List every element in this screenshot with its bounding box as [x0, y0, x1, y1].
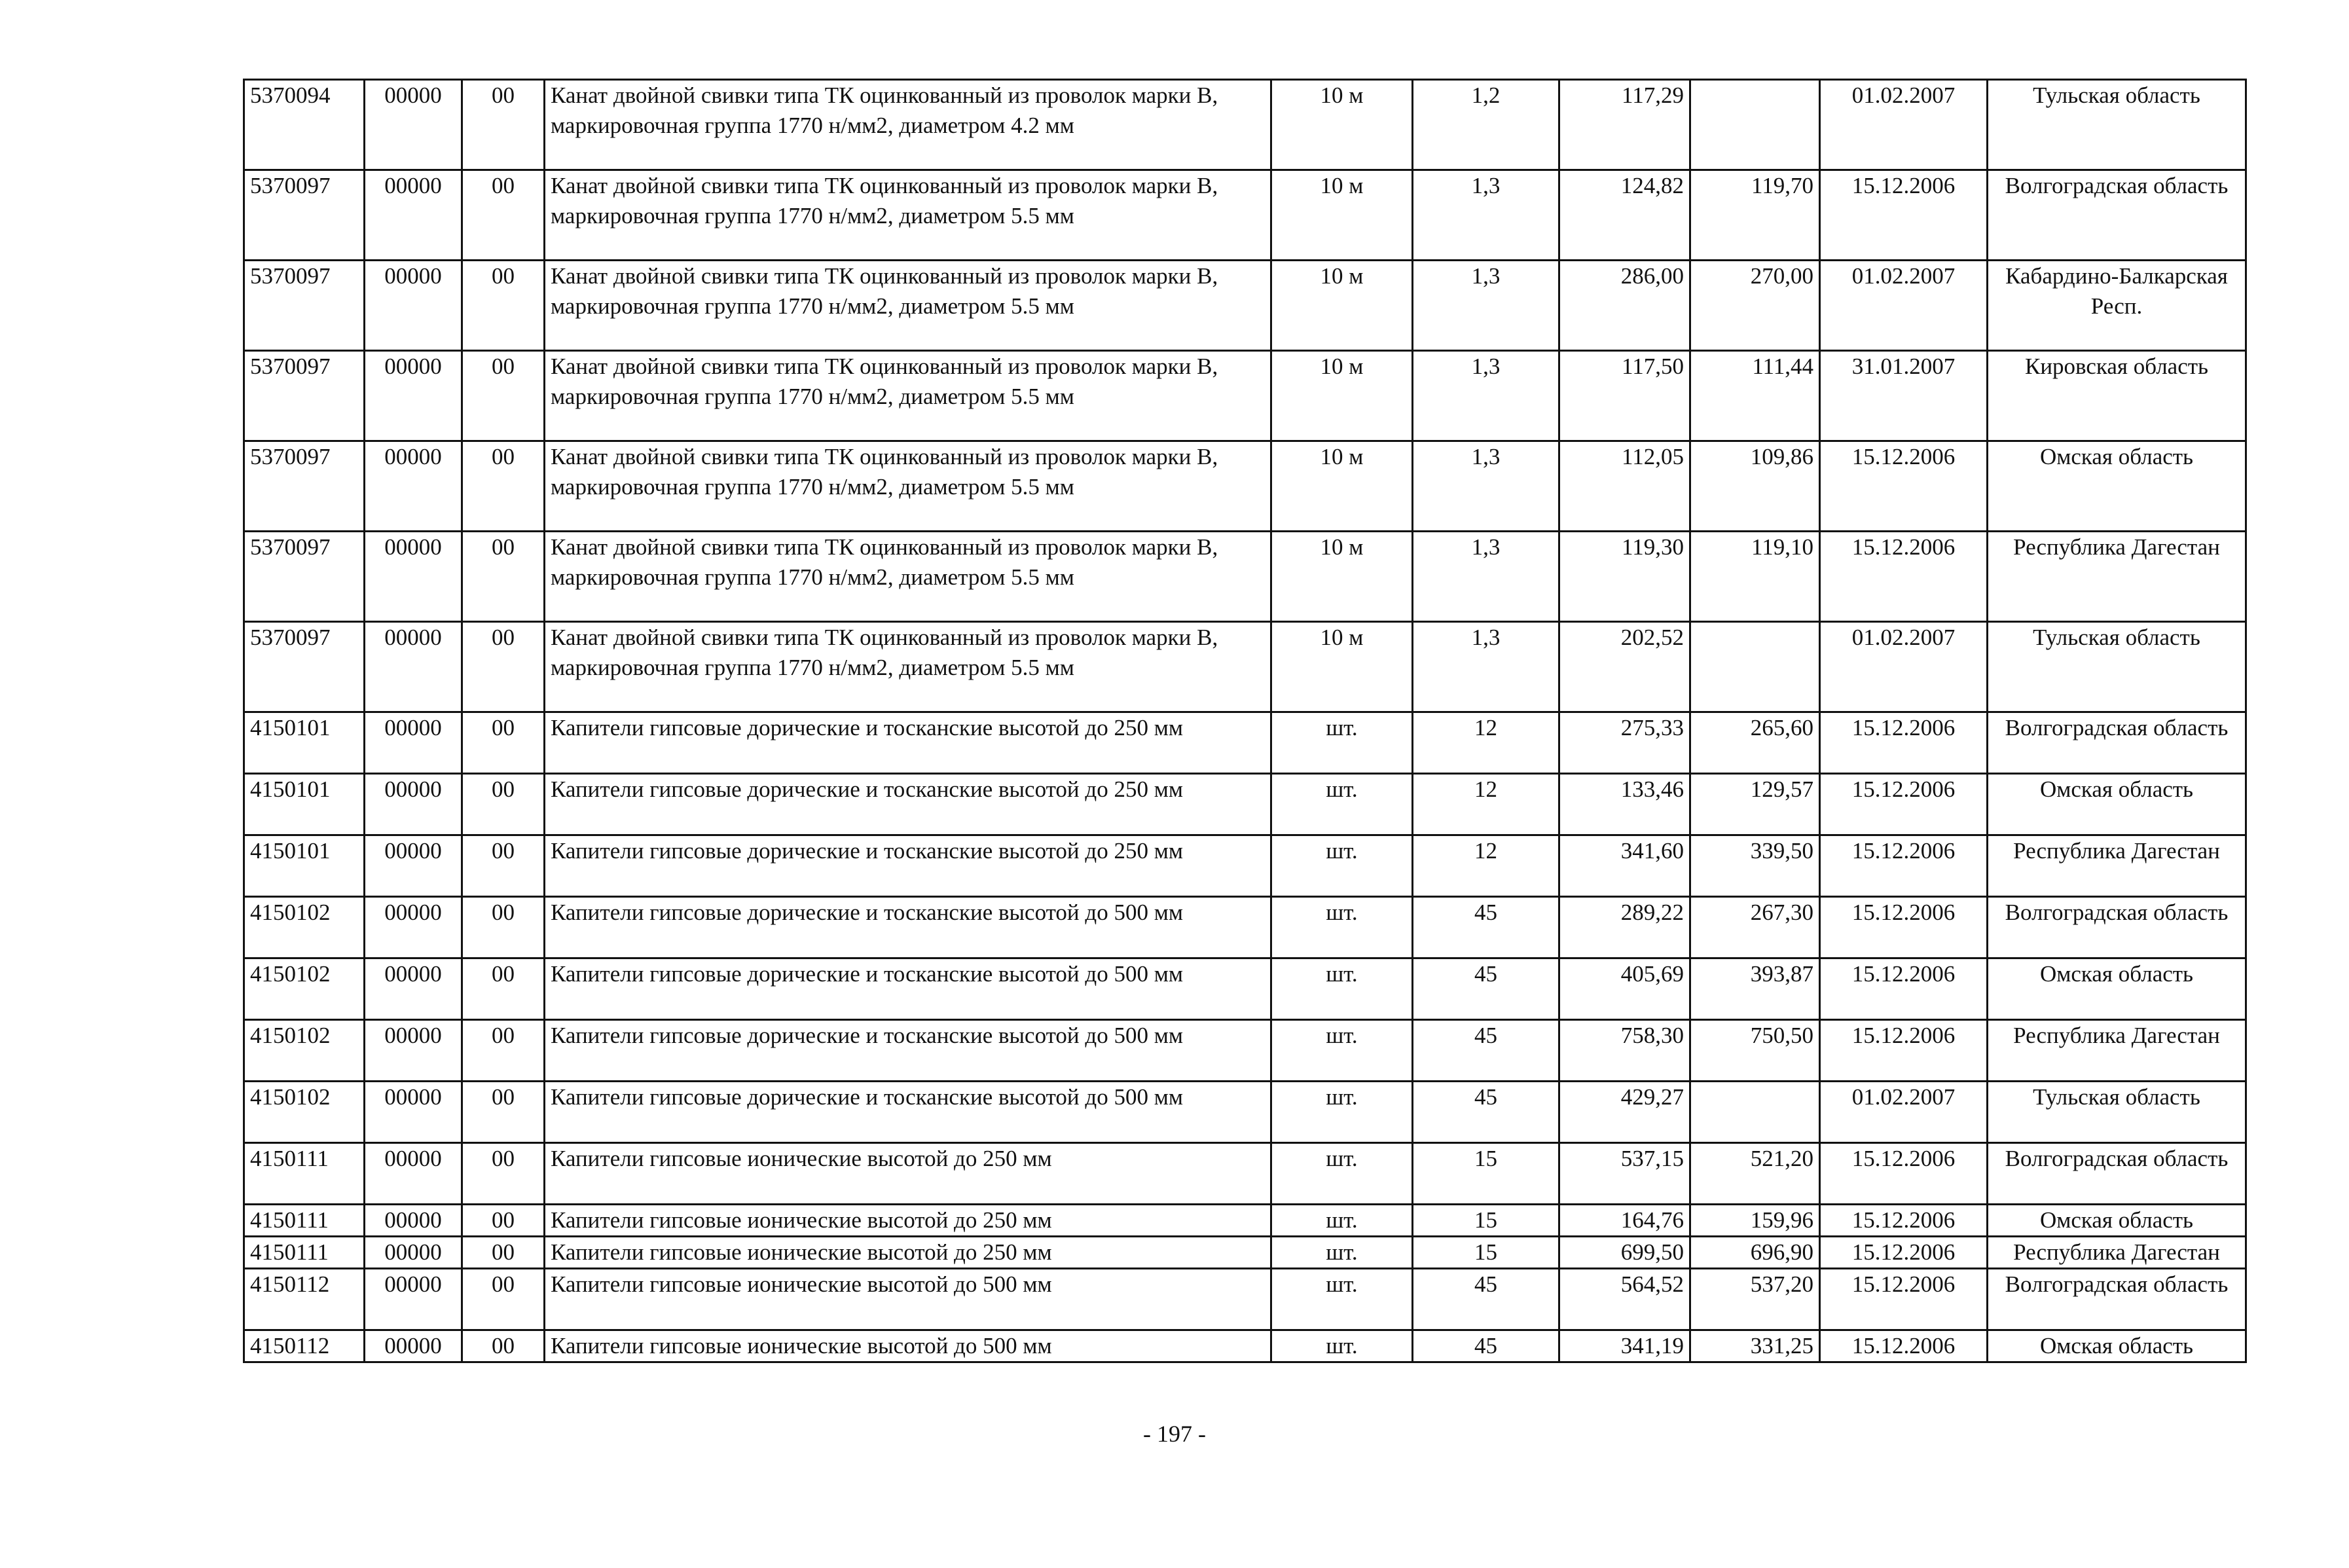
cell-coefficient: 12 [1413, 712, 1559, 774]
cell-resource-code: 5370097 [244, 351, 365, 441]
cell-price-2: 339,50 [1690, 835, 1820, 897]
cell-region: Волгоградская область [1988, 1269, 2246, 1330]
cell-resource-name: Капители гипсовые дорические и тосканские высотой до 250 мм [545, 712, 1271, 774]
cell-price-1: 564,52 [1559, 1269, 1690, 1330]
cell-coefficient: 45 [1413, 897, 1559, 958]
cell-region: Республика Дагестан [1988, 1020, 2246, 1082]
cell-resource-name: Канат двойной свивки типа ТК оцинкованный из проволок марки В, маркировочная группа 1770 н/мм2, диаметром 5.5 мм [545, 170, 1271, 261]
table-row [244, 1020, 2246, 1082]
cell-price-2: 265,60 [1690, 712, 1820, 774]
cell-date: 15.12.2006 [1820, 441, 1988, 532]
cell-resource-name: Капители гипсовые дорические и тосканские высотой до 500 мм [545, 897, 1271, 958]
cell-unit: шт. [1271, 1205, 1413, 1237]
cell-code-part-3: 00 [462, 1143, 545, 1205]
cell-region: Кировская область [1988, 351, 2246, 441]
cell-resource-name: Канат двойной свивки типа ТК оцинкованный из проволок марки В, маркировочная группа 1770 н/мм2, диаметром 5.5 мм [545, 441, 1271, 532]
cell-region: Омская область [1988, 1205, 2246, 1237]
cell-resource-code: 4150101 [244, 835, 365, 897]
cell-date: 01.02.2007 [1820, 1082, 1988, 1143]
table-row [244, 1205, 2246, 1237]
cell-date: 15.12.2006 [1820, 1269, 1988, 1330]
cell-resource-code: 5370097 [244, 622, 365, 712]
cell-date: 01.02.2007 [1820, 261, 1988, 351]
cell-code-part-3: 00 [462, 1269, 545, 1330]
cell-unit: 10 м [1271, 532, 1413, 622]
cell-region: Республика Дагестан [1988, 835, 2246, 897]
cell-region: Омская область [1988, 441, 2246, 532]
cell-date: 15.12.2006 [1820, 532, 1988, 622]
cell-code-part-3: 00 [462, 1237, 545, 1269]
cell-code-part-2: 00000 [365, 1269, 462, 1330]
cell-region: Республика Дагестан [1988, 532, 2246, 622]
cell-resource-name: Капители гипсовые дорические и тосканские высотой до 500 мм [545, 1082, 1271, 1143]
cell-price-1: 286,00 [1559, 261, 1690, 351]
cell-unit: шт. [1271, 1143, 1413, 1205]
cell-resource-code: 4150102 [244, 1020, 365, 1082]
cell-coefficient: 1,3 [1413, 441, 1559, 532]
cell-price-2: 750,50 [1690, 1020, 1820, 1082]
cell-code-part-3: 00 [462, 1330, 545, 1362]
cell-unit: шт. [1271, 712, 1413, 774]
cell-code-part-3: 00 [462, 441, 545, 532]
cell-date: 15.12.2006 [1820, 1237, 1988, 1269]
cell-resource-name: Канат двойной свивки типа ТК оцинкованный из проволок марки В, маркировочная группа 1770 н/мм2, диаметром 5.5 мм [545, 261, 1271, 351]
cell-region: Кабардино-Балкарская Респ. [1988, 261, 2246, 351]
table-row [244, 835, 2246, 897]
table-row [244, 958, 2246, 1020]
cell-region: Волгоградская область [1988, 1143, 2246, 1205]
cell-region: Омская область [1988, 1330, 2246, 1362]
cell-resource-name: Капители гипсовые ионические высотой до 250 мм [545, 1143, 1271, 1205]
cell-unit: шт. [1271, 1020, 1413, 1082]
cell-coefficient: 45 [1413, 958, 1559, 1020]
cell-resource-name: Капители гипсовые дорические и тосканские высотой до 250 мм [545, 835, 1271, 897]
cell-price-2: 270,00 [1690, 261, 1820, 351]
cell-unit: шт. [1271, 835, 1413, 897]
cell-coefficient: 45 [1413, 1020, 1559, 1082]
cell-code-part-3: 00 [462, 1205, 545, 1237]
cell-code-part-3: 00 [462, 712, 545, 774]
cell-date: 15.12.2006 [1820, 897, 1988, 958]
cell-resource-code: 5370097 [244, 170, 365, 261]
cell-coefficient: 15 [1413, 1205, 1559, 1237]
cell-unit: 10 м [1271, 80, 1413, 170]
cell-code-part-3: 00 [462, 774, 545, 835]
cell-unit: 10 м [1271, 261, 1413, 351]
cell-code-part-2: 00000 [365, 622, 462, 712]
cell-code-part-2: 00000 [365, 1237, 462, 1269]
cell-price-1: 289,22 [1559, 897, 1690, 958]
cell-unit: шт. [1271, 1237, 1413, 1269]
cell-unit: 10 м [1271, 170, 1413, 261]
cell-price-1: 537,15 [1559, 1143, 1690, 1205]
cell-resource-code: 4150101 [244, 712, 365, 774]
table-row [244, 1143, 2246, 1205]
cell-region: Республика Дагестан [1988, 1237, 2246, 1269]
cell-price-2: 119,70 [1690, 170, 1820, 261]
cell-price-1: 117,50 [1559, 351, 1690, 441]
cell-resource-name: Канат двойной свивки типа ТК оцинкованный из проволок марки В, маркировочная группа 1770 н/мм2, диаметром 5.5 мм [545, 622, 1271, 712]
cell-price-2: 129,57 [1690, 774, 1820, 835]
cell-date: 01.02.2007 [1820, 80, 1988, 170]
cell-coefficient: 1,2 [1413, 80, 1559, 170]
cell-resource-code: 4150102 [244, 1082, 365, 1143]
cell-date: 31.01.2007 [1820, 351, 1988, 441]
table-row [244, 1330, 2246, 1362]
cell-resource-code: 4150112 [244, 1330, 365, 1362]
cell-price-2: 393,87 [1690, 958, 1820, 1020]
cell-code-part-2: 00000 [365, 261, 462, 351]
cell-date: 15.12.2006 [1820, 958, 1988, 1020]
cell-code-part-2: 00000 [365, 1082, 462, 1143]
table-row [244, 774, 2246, 835]
cell-region: Волгоградская область [1988, 897, 2246, 958]
cell-code-part-3: 00 [462, 958, 545, 1020]
cell-region: Тульская область [1988, 80, 2246, 170]
cell-price-1: 429,27 [1559, 1082, 1690, 1143]
table-row [244, 80, 2246, 170]
cell-coefficient: 1,3 [1413, 351, 1559, 441]
cell-resource-name: Капители гипсовые дорические и тосканские высотой до 500 мм [545, 1020, 1271, 1082]
cell-region: Омская область [1988, 958, 2246, 1020]
cell-code-part-3: 00 [462, 622, 545, 712]
cell-price-2 [1690, 622, 1820, 712]
cell-code-part-2: 00000 [365, 1205, 462, 1237]
cell-coefficient: 45 [1413, 1082, 1559, 1143]
cell-price-1: 117,29 [1559, 80, 1690, 170]
cell-resource-code: 4150111 [244, 1237, 365, 1269]
page-number: - 197 - [1143, 1421, 1206, 1447]
cell-code-part-2: 00000 [365, 170, 462, 261]
cell-coefficient: 15 [1413, 1237, 1559, 1269]
cell-resource-name: Капители гипсовые ионические высотой до 250 мм [545, 1205, 1271, 1237]
cell-resource-code: 4150111 [244, 1143, 365, 1205]
cell-resource-name: Канат двойной свивки типа ТК оцинкованный из проволок марки В, маркировочная группа 1770 н/мм2, диаметром 5.5 мм [545, 532, 1271, 622]
cell-code-part-2: 00000 [365, 1330, 462, 1362]
cell-code-part-3: 00 [462, 1082, 545, 1143]
price-table [243, 79, 2247, 1363]
cell-price-2 [1690, 80, 1820, 170]
cell-unit: шт. [1271, 1330, 1413, 1362]
cell-coefficient: 1,3 [1413, 261, 1559, 351]
cell-resource-code: 5370097 [244, 532, 365, 622]
cell-price-2: 111,44 [1690, 351, 1820, 441]
cell-code-part-3: 00 [462, 80, 545, 170]
cell-code-part-2: 00000 [365, 835, 462, 897]
cell-coefficient: 1,3 [1413, 170, 1559, 261]
cell-price-2: 109,86 [1690, 441, 1820, 532]
table-row [244, 532, 2246, 622]
cell-coefficient: 15 [1413, 1143, 1559, 1205]
table-row [244, 170, 2246, 261]
cell-price-2: 537,20 [1690, 1269, 1820, 1330]
cell-price-1: 112,05 [1559, 441, 1690, 532]
cell-code-part-3: 00 [462, 170, 545, 261]
table-row [244, 261, 2246, 351]
cell-region: Тульская область [1988, 622, 2246, 712]
cell-code-part-2: 00000 [365, 958, 462, 1020]
table-row [244, 1237, 2246, 1269]
cell-code-part-2: 00000 [365, 897, 462, 958]
table-row [244, 441, 2246, 532]
cell-date: 15.12.2006 [1820, 1143, 1988, 1205]
cell-resource-name: Капители гипсовые ионические высотой до 500 мм [545, 1269, 1271, 1330]
table-row [244, 622, 2246, 712]
cell-unit: шт. [1271, 774, 1413, 835]
table-row [244, 712, 2246, 774]
cell-coefficient: 1,3 [1413, 622, 1559, 712]
cell-resource-code: 5370097 [244, 261, 365, 351]
cell-unit: 10 м [1271, 441, 1413, 532]
cell-resource-name: Капители гипсовые ионические высотой до 250 мм [545, 1237, 1271, 1269]
cell-resource-code: 4150112 [244, 1269, 365, 1330]
cell-price-2: 119,10 [1690, 532, 1820, 622]
cell-resource-name: Канат двойной свивки типа ТК оцинкованный из проволок марки В, маркировочная группа 1770 н/мм2, диаметром 5.5 мм [545, 351, 1271, 441]
cell-resource-name: Капители гипсовые ионические высотой до 500 мм [545, 1330, 1271, 1362]
cell-resource-code: 5370094 [244, 80, 365, 170]
cell-date: 15.12.2006 [1820, 170, 1988, 261]
table-body [244, 80, 2246, 1362]
cell-price-1: 341,19 [1559, 1330, 1690, 1362]
cell-price-2 [1690, 1082, 1820, 1143]
cell-code-part-3: 00 [462, 261, 545, 351]
cell-date: 15.12.2006 [1820, 1330, 1988, 1362]
cell-price-1: 405,69 [1559, 958, 1690, 1020]
cell-resource-name: Канат двойной свивки типа ТК оцинкованный из проволок марки В, маркировочная группа 1770 н/мм2, диаметром 4.2 мм [545, 80, 1271, 170]
cell-resource-name: Капители гипсовые дорические и тосканские высотой до 500 мм [545, 958, 1271, 1020]
cell-date: 15.12.2006 [1820, 1205, 1988, 1237]
cell-price-1: 164,76 [1559, 1205, 1690, 1237]
cell-coefficient: 45 [1413, 1269, 1559, 1330]
cell-price-1: 133,46 [1559, 774, 1690, 835]
cell-price-1: 758,30 [1559, 1020, 1690, 1082]
cell-code-part-2: 00000 [365, 1143, 462, 1205]
cell-unit: шт. [1271, 1269, 1413, 1330]
cell-date: 01.02.2007 [1820, 622, 1988, 712]
cell-region: Тульская область [1988, 1082, 2246, 1143]
cell-code-part-2: 00000 [365, 80, 462, 170]
cell-price-1: 275,33 [1559, 712, 1690, 774]
cell-region: Волгоградская область [1988, 170, 2246, 261]
cell-resource-code: 4150102 [244, 958, 365, 1020]
table-row [244, 897, 2246, 958]
cell-price-2: 331,25 [1690, 1330, 1820, 1362]
cell-code-part-2: 00000 [365, 712, 462, 774]
cell-price-1: 119,30 [1559, 532, 1690, 622]
cell-code-part-3: 00 [462, 897, 545, 958]
cell-date: 15.12.2006 [1820, 835, 1988, 897]
cell-code-part-3: 00 [462, 532, 545, 622]
cell-price-1: 699,50 [1559, 1237, 1690, 1269]
cell-code-part-2: 00000 [365, 532, 462, 622]
cell-coefficient: 12 [1413, 774, 1559, 835]
cell-code-part-2: 00000 [365, 774, 462, 835]
cell-coefficient: 12 [1413, 835, 1559, 897]
cell-code-part-2: 00000 [365, 351, 462, 441]
cell-resource-code: 4150101 [244, 774, 365, 835]
cell-resource-code: 5370097 [244, 441, 365, 532]
cell-region: Омская область [1988, 774, 2246, 835]
cell-price-1: 124,82 [1559, 170, 1690, 261]
cell-price-2: 159,96 [1690, 1205, 1820, 1237]
cell-price-2: 696,90 [1690, 1237, 1820, 1269]
cell-unit: шт. [1271, 897, 1413, 958]
cell-code-part-3: 00 [462, 1020, 545, 1082]
cell-code-part-3: 00 [462, 835, 545, 897]
table-row [244, 1269, 2246, 1330]
cell-date: 15.12.2006 [1820, 712, 1988, 774]
cell-price-1: 341,60 [1559, 835, 1690, 897]
cell-date: 15.12.2006 [1820, 774, 1988, 835]
cell-code-part-3: 00 [462, 351, 545, 441]
cell-unit: 10 м [1271, 622, 1413, 712]
cell-unit: шт. [1271, 1082, 1413, 1143]
table-row [244, 351, 2246, 441]
table-row [244, 1082, 2246, 1143]
cell-unit: шт. [1271, 958, 1413, 1020]
cell-resource-name: Капители гипсовые дорические и тосканские высотой до 250 мм [545, 774, 1271, 835]
cell-unit: 10 м [1271, 351, 1413, 441]
cell-coefficient: 45 [1413, 1330, 1559, 1362]
cell-resource-code: 4150111 [244, 1205, 365, 1237]
cell-date: 15.12.2006 [1820, 1020, 1988, 1082]
cell-code-part-2: 00000 [365, 1020, 462, 1082]
cell-price-2: 267,30 [1690, 897, 1820, 958]
cell-coefficient: 1,3 [1413, 532, 1559, 622]
cell-region: Волгоградская область [1988, 712, 2246, 774]
cell-price-2: 521,20 [1690, 1143, 1820, 1205]
cell-code-part-2: 00000 [365, 441, 462, 532]
cell-price-1: 202,52 [1559, 622, 1690, 712]
cell-resource-code: 4150102 [244, 897, 365, 958]
